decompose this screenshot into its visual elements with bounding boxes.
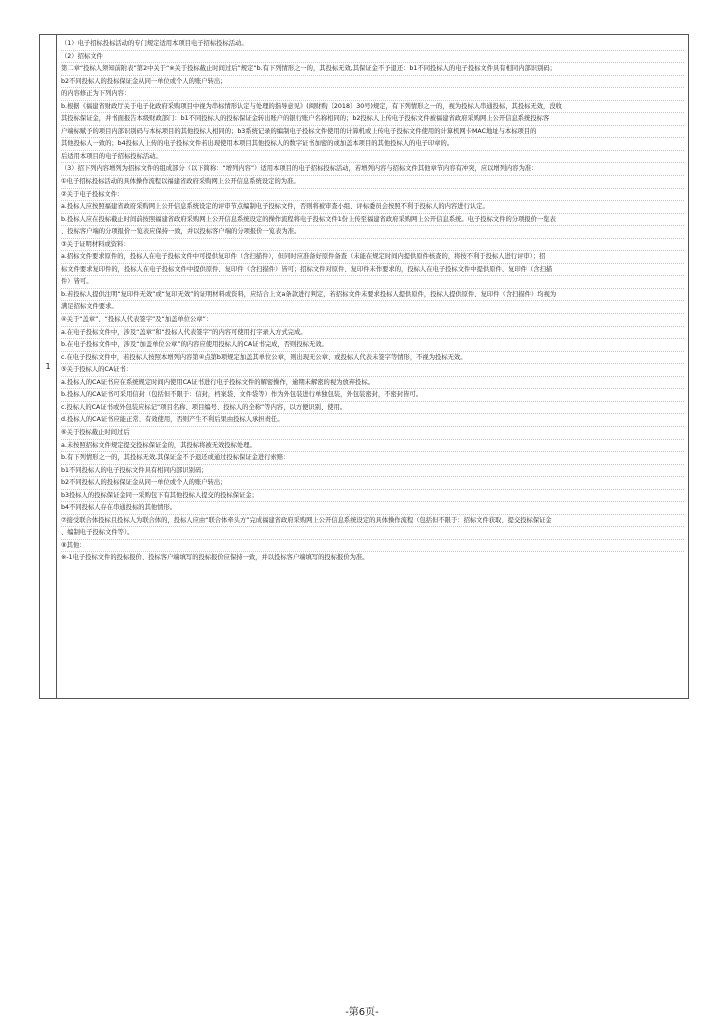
content-table <box>39 34 689 699</box>
text-line: b.在电子投标文件中，涉及“加盖单位公章”的内容应使用投标人的CA证书完成，否则投标无效。 <box>61 339 684 352</box>
text-line: 件）皆可。 <box>61 276 684 289</box>
text-line: b.若投标人提供注明“复印件无效”或“复印无效”的证明材料或资料，应结合上文a条款进行判定，若招标文件未要求投标人提供原件，投标人提供原件、复印件（含扫描件）均视为 <box>61 289 684 302</box>
text-line: d.投标人的CA证书应能正常、有效使用，否则产生不利后果由投标人承担责任。 <box>61 414 684 427</box>
text-line: ⑧其他： <box>61 540 684 553</box>
text-line: b.有下列情形之一的，其投标无效,其保证金不予退还或通过投标保证金进行索赔： <box>61 452 684 465</box>
text-line: （3）招下列内容增列为招标文件的组成部分（以下简称：“增列内容”）适用本项目的电子招标投标活动，若增列内容与招标文件其他章节内容有冲突，应以增列内容为准： <box>61 163 684 176</box>
text-line: ④关于“盖章”、“投标人代表签字”及“加盖单位公章”： <box>61 314 684 327</box>
text-line: ※-1电子投标文件的投标报价、投标客户端填写的投标报价应保持一致，并以投标客户端填写的投标报价为准。 <box>61 554 369 562</box>
text-line: 后适用本项目的电子招标投标活动。 <box>61 151 684 164</box>
text-line: b2不同投标人的投标保证金从同一单位或个人的账户转出； <box>61 76 684 89</box>
text-line: b.投标人应在投标截止时间前按照福建省政府采购网上公开信息系统设定的操作流程将电子投标文件1份上传至福建省政府采购网上公开信息系统。电子投标文件的分项报价一览表 <box>61 214 684 227</box>
text-line: b1不同投标人的电子投标文件具有相同内部识别码； <box>61 465 684 478</box>
text-line: 满足招标文件要求。 <box>61 301 684 314</box>
text-line: a.招标文件要求原件的，投标人在电子投标文件中可提供复印件（含扫描件），但同时应准备好原件备查（未能在规定时间内提供原件核查的，将按不利于投标人进行评审）；招 <box>61 251 684 264</box>
text-line: 、投标客户端的分项报价一览表应保持一致，并以投标客户端的分项报价一览表为准。 <box>61 226 684 239</box>
text-line: c.投标人的CA证书或外包装应标记“项目名称、项目编号、投标人的全称”等内容，以方便识别、使用。 <box>61 402 684 415</box>
page-number: -第6页- <box>345 1007 379 1018</box>
text-line: 、编制电子投标文件等）。 <box>61 527 684 540</box>
text-line: （2）招标文件 <box>61 51 684 64</box>
text-line: 其他投标人一致的；b4投标人上传的电子投标文件若出现使用本项目其他投标人的数字证书加密的或加盖本项目的其他投标人的电子印章的。 <box>61 138 684 151</box>
text-line: b.投标人的CA证书可采用信封（包括但不限于：信封，档案袋、文件袋等）作为外包装进行单独包装，外包装密封，不密封皆可。 <box>61 389 684 402</box>
text-line: a.投标人的CA证书应在系统规定时间内使用CA证书进行电子投标文件的解密操作，逾期未解密的视为放弃投标。 <box>61 377 684 390</box>
row-number: 1 <box>45 362 51 371</box>
text-line: b4不同投标人存在串通投标的其他情形。 <box>61 502 684 515</box>
text-line: a.未按照招标文件规定提交投标保证金的，其投标将被无效投标处理。 <box>61 440 684 453</box>
text-line: （1）电子招标投标活动的专门规定适用本项目电子招标投标活动。 <box>61 38 684 51</box>
text-line: a.投标人应按照福建省政府采购网上公开信息系统设定的评审节点编制电子投标文件，否则将被审查小组、评标委员会按照不利于投标人的内容进行认定。 <box>61 201 684 214</box>
text-line: ⑦接受联合体投标且投标人为联合体的，投标人应由“联合体牵头方”完成福建省政府采购网上公开信息系统设定的具体操作流程（包括但不限于：招标文件获取、提交投标保证金 <box>61 515 684 528</box>
text-line: ②关于电子投标文件： <box>61 189 684 202</box>
text-line: a.在电子投标文件中，涉及“盖章”和“投标人代表签字”的内容可使用打字录入方式完成。 <box>61 327 684 340</box>
text-line: 户端标赋予的项目内部识别码与本标项目的其他投标人相同的；b3系统记录的编制电子投标文件使用的计算机或上传电子投标文件使用的计算机网卡MAC地址与本标项目的 <box>61 126 684 139</box>
text-line: ⑥关于投标截止时间过后 <box>61 427 684 440</box>
text-line: ⑤关于投标人的CA证书： <box>61 364 684 377</box>
text-line: 其投标保证金，并书面报告本级财政部门：b1不同投标人的投标保证金转出账户的银行账户名称相同的；b2投标人上传电子投标文件被福建省政府采购网上公开信息系统投标客 <box>61 113 684 126</box>
text-line: b2不同投标人的投标保证金从同一单位或个人的账户转出； <box>61 477 684 490</box>
clause-text-cell <box>57 35 688 698</box>
text-line: ③关于证明材料或资料： <box>61 239 684 252</box>
text-line: b.根据《福建省财政厅关于电子化政府采购项目中视为串标情形认定与处理的指导意见》(闽财购〔2018〕30号)规定，有下列情形之一的，视为投标人串通投标，其投标无效，没收 <box>61 101 684 114</box>
text-line: 的内容修正为下列内容： <box>61 88 684 101</box>
text-line: ①电子招标投标活动的具体操作流程以福建省政府采购网上公开信息系统设定的为准。 <box>61 176 684 189</box>
text-line: c.在电子投标文件中，若投标人按照本增列内容第④点第b项规定加盖其单位公章，则出现无公章、或投标人代表未签字等情形，不视为投标无效。 <box>61 352 684 365</box>
text-line: 第二章“投标人须知前附表”第2中关于“※关于投标截止时间过后”规定“b.有下列情形之一的，其投标无效,其保证金不予退还：b1不同投标人的电子投标文件具有相同内部识别码； <box>61 63 684 76</box>
row-number-cell <box>40 35 57 698</box>
text-line: 标文件要求复印件的，投标人在电子投标文件中提供原件、复印件（含扫描件）皆可；招标文件对原件、复印件未作要求的，投标人在电子投标文件中提供原件、复印件（含扫描 <box>61 264 684 277</box>
text-line: b3投标人的投标保证金同一采购包下有其他投标人提交的投标保证金； <box>61 490 684 503</box>
